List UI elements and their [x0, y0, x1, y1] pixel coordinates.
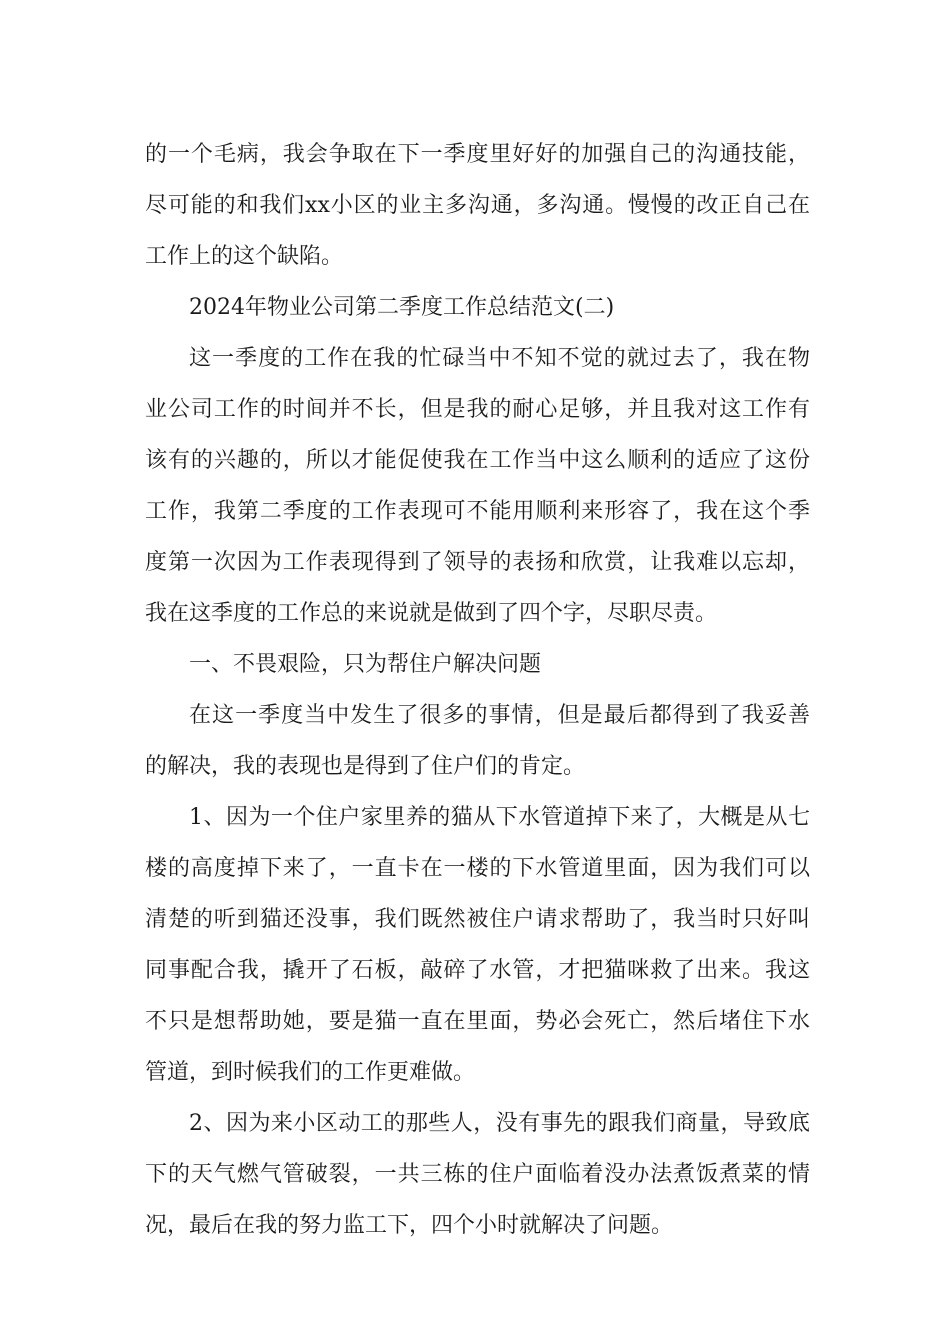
text-line: 楼的高度掉下来了，一直卡在一楼的下水管道里面，因为我们可以: [145, 856, 810, 881]
text-line: 工作上的这个缺陷。: [145, 244, 344, 269]
text-line: 况，最后在我的努力监工下，四个小时就解决了问题。: [145, 1213, 674, 1238]
section-heading: [145, 639, 810, 690]
text-line: 的一个毛病，我会争取在下一季度里好好的加强自己的沟通技能，: [145, 142, 810, 167]
text-line: 工作，我第二季度的工作表现可不能用顺利来形容了，我在这个季: [145, 499, 810, 524]
paragraph-continuation: [145, 129, 810, 282]
text-line: 这一季度的工作在我的忙碌当中不知不觉的就过去了，我在物: [189, 346, 810, 371]
text-line: 管道，到时候我们的工作更难做。: [145, 1060, 476, 1085]
text-line: 尽可能的和我们xx小区的业主多沟通，多沟通。慢慢的改正自己在: [145, 193, 810, 218]
text-line: 2、因为来小区动工的那些人，没有事先的跟我们商量，导致底: [189, 1111, 810, 1136]
text-line: 下的天气燃气管破裂，一共三栋的住户面临着没办法煮饭煮菜的情: [145, 1162, 810, 1187]
text-line: 度第一次因为工作表现得到了领导的表扬和欣赏，让我难以忘却，: [145, 550, 810, 575]
paragraph-item-1: [145, 792, 810, 1098]
paragraph-intro: [145, 333, 810, 639]
document-body: [145, 129, 810, 1251]
text-line: 同事配合我，撬开了石板，敲碎了水管，才把猫咪救了出来。我这: [145, 958, 810, 983]
text-line: 一、不畏艰险，只为帮住户解决问题: [189, 652, 542, 677]
text-line: 业公司工作的时间并不长，但是我的耐心足够，并且我对这工作有: [145, 397, 810, 422]
text-line: 不只是想帮助她，要是猫一直在里面，势必会死亡，然后堵住下水: [145, 1009, 810, 1034]
text-line: 1、因为一个住户家里养的猫从下水管道掉下来了，大概是从七: [189, 805, 810, 830]
text-line: 的解决，我的表现也是得到了住户们的肯定。: [145, 754, 586, 779]
text-line: 2024年物业公司第二季度工作总结范文(二): [189, 295, 615, 320]
text-line: 我在这季度的工作总的来说就是做到了四个字，尽职尽责。: [145, 601, 718, 626]
section-title: [145, 282, 810, 333]
paragraph-item-2: [145, 1098, 810, 1251]
text-line: 清楚的听到猫还没事，我们既然被住户请求帮助了，我当时只好叫: [145, 907, 810, 932]
paragraph-summary: [145, 690, 810, 792]
text-line: 在这一季度当中发生了很多的事情，但是最后都得到了我妥善: [189, 703, 810, 728]
text-line: 该有的兴趣的，所以才能促使我在工作当中这么顺利的适应了这份: [145, 448, 810, 473]
